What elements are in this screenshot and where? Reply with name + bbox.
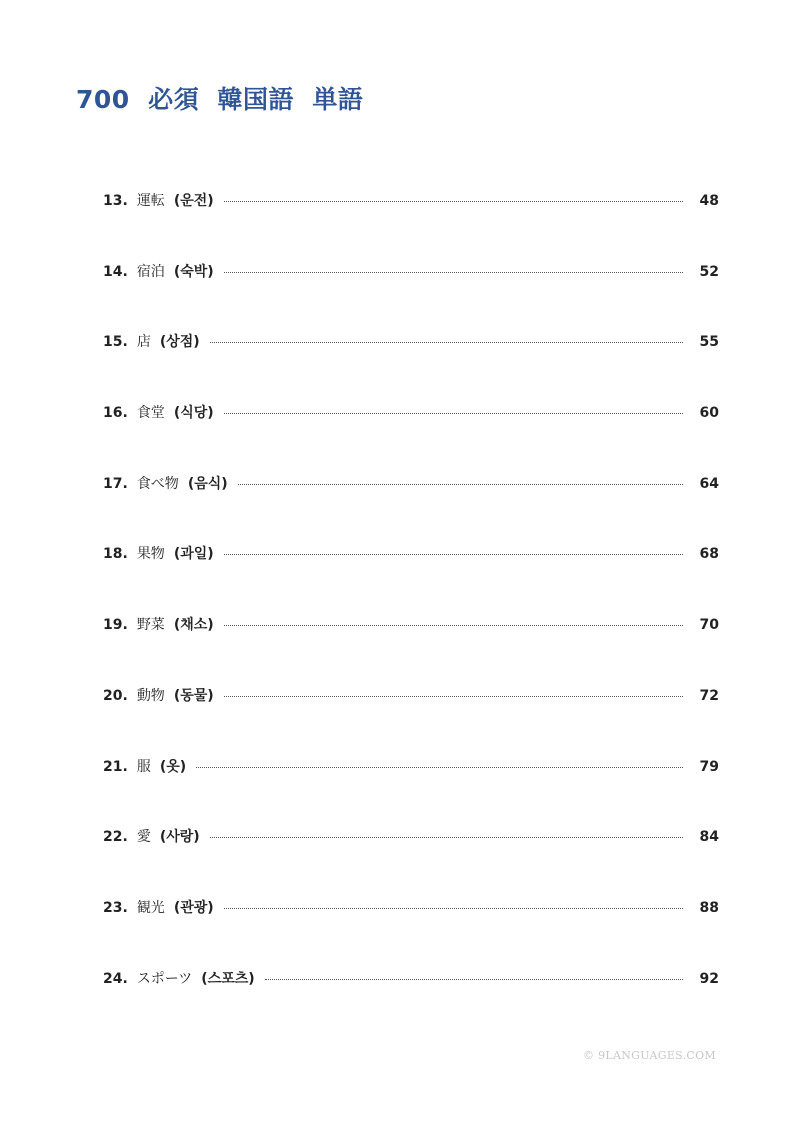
toc-entry-korean: (사랑) <box>159 829 200 846</box>
toc-entry-korean: (상점) <box>159 334 200 351</box>
toc-entry[interactable] <box>103 543 719 614</box>
toc-entry[interactable] <box>103 473 719 544</box>
dot-leader <box>265 979 683 980</box>
toc-entry-number: 23. <box>103 899 128 916</box>
dot-leader <box>224 413 683 414</box>
dot-leader <box>224 908 683 909</box>
toc-entry-number: 17. <box>103 475 128 492</box>
toc-entry-page-number: 88 <box>699 899 719 916</box>
toc-entry-japanese: 店 <box>136 334 151 351</box>
dot-leader <box>224 696 683 697</box>
dot-leader <box>224 201 683 202</box>
toc-entry[interactable] <box>103 261 719 332</box>
toc-entry[interactable] <box>103 968 719 1039</box>
toc-entry-korean: (옷) <box>159 758 187 775</box>
toc-entry-korean: (동물) <box>173 687 214 704</box>
toc-entry-japanese: 食堂 <box>136 405 165 422</box>
toc-entry-number: 22. <box>103 829 128 846</box>
toc-entry-number: 16. <box>103 405 128 422</box>
toc-entry-korean: (스포츠) <box>201 970 255 987</box>
toc-entry-number: 15. <box>103 334 128 351</box>
toc-entry-japanese: 果物 <box>136 546 165 563</box>
toc-entry-number: 13. <box>103 193 128 209</box>
page-title: 700 必須 韓国語 単語 <box>76 85 364 114</box>
toc-entry[interactable] <box>103 826 719 897</box>
dot-leader <box>210 837 683 838</box>
toc-entry-page-number: 70 <box>699 617 719 634</box>
toc-entry-japanese: 食べ物 <box>136 475 179 492</box>
toc-entry-korean: (운전) <box>173 193 214 209</box>
toc-entry-page-number: 92 <box>699 970 719 987</box>
copyright-footer: © 9LANGUAGES.COM <box>583 1049 716 1062</box>
toc-entry-number: 24. <box>103 970 128 987</box>
toc-entry-japanese: 愛 <box>136 829 151 846</box>
toc-entry-korean: (숙박) <box>173 263 214 280</box>
toc-entry-japanese: 野菜 <box>136 617 165 634</box>
toc-entry-page-number: 55 <box>699 334 719 351</box>
toc-entry-page-number: 64 <box>699 475 719 492</box>
toc-entry[interactable] <box>103 402 719 473</box>
dot-leader <box>210 342 683 343</box>
toc-entry[interactable] <box>103 897 719 968</box>
toc-entry-korean: (관광) <box>173 899 214 916</box>
toc-entry-japanese: 宿泊 <box>136 263 165 280</box>
dot-leader <box>224 272 683 273</box>
toc-entry-page-number: 52 <box>699 263 719 280</box>
toc-entry-japanese: 服 <box>136 758 151 775</box>
toc-entry-page-number: 48 <box>699 193 719 209</box>
toc-entry-korean: (과일) <box>173 546 214 563</box>
toc-entry-number: 20. <box>103 687 128 704</box>
toc-entry-japanese: 運転 <box>136 193 165 209</box>
toc-entry-number: 19. <box>103 617 128 634</box>
toc-entry-korean: (식당) <box>173 405 214 422</box>
toc-entry-korean: (채소) <box>173 617 214 634</box>
toc-entry-number: 21. <box>103 758 128 775</box>
toc-entry-number: 18. <box>103 546 128 563</box>
dot-leader <box>224 625 683 626</box>
dot-leader <box>196 767 683 768</box>
table-of-contents <box>103 190 719 1038</box>
toc-entry[interactable] <box>103 614 719 685</box>
toc-entry[interactable] <box>103 685 719 756</box>
dot-leader <box>238 484 683 485</box>
toc-entry-page-number: 72 <box>699 687 719 704</box>
toc-entry-korean: (음식) <box>187 475 228 492</box>
toc-entry-number: 14. <box>103 263 128 280</box>
toc-entry-page-number: 79 <box>699 758 719 775</box>
toc-entry-japanese: スポーツ <box>136 970 193 987</box>
toc-entry-japanese: 動物 <box>136 687 165 704</box>
toc-entry-page-number: 60 <box>699 405 719 422</box>
toc-entry[interactable] <box>103 331 719 402</box>
toc-entry-japanese: 観光 <box>136 899 165 916</box>
toc-entry-page-number: 68 <box>699 546 719 563</box>
dot-leader <box>224 554 683 555</box>
toc-entry-page-number: 84 <box>699 829 719 846</box>
toc-entry[interactable] <box>103 756 719 827</box>
toc-entry[interactable] <box>103 190 719 261</box>
